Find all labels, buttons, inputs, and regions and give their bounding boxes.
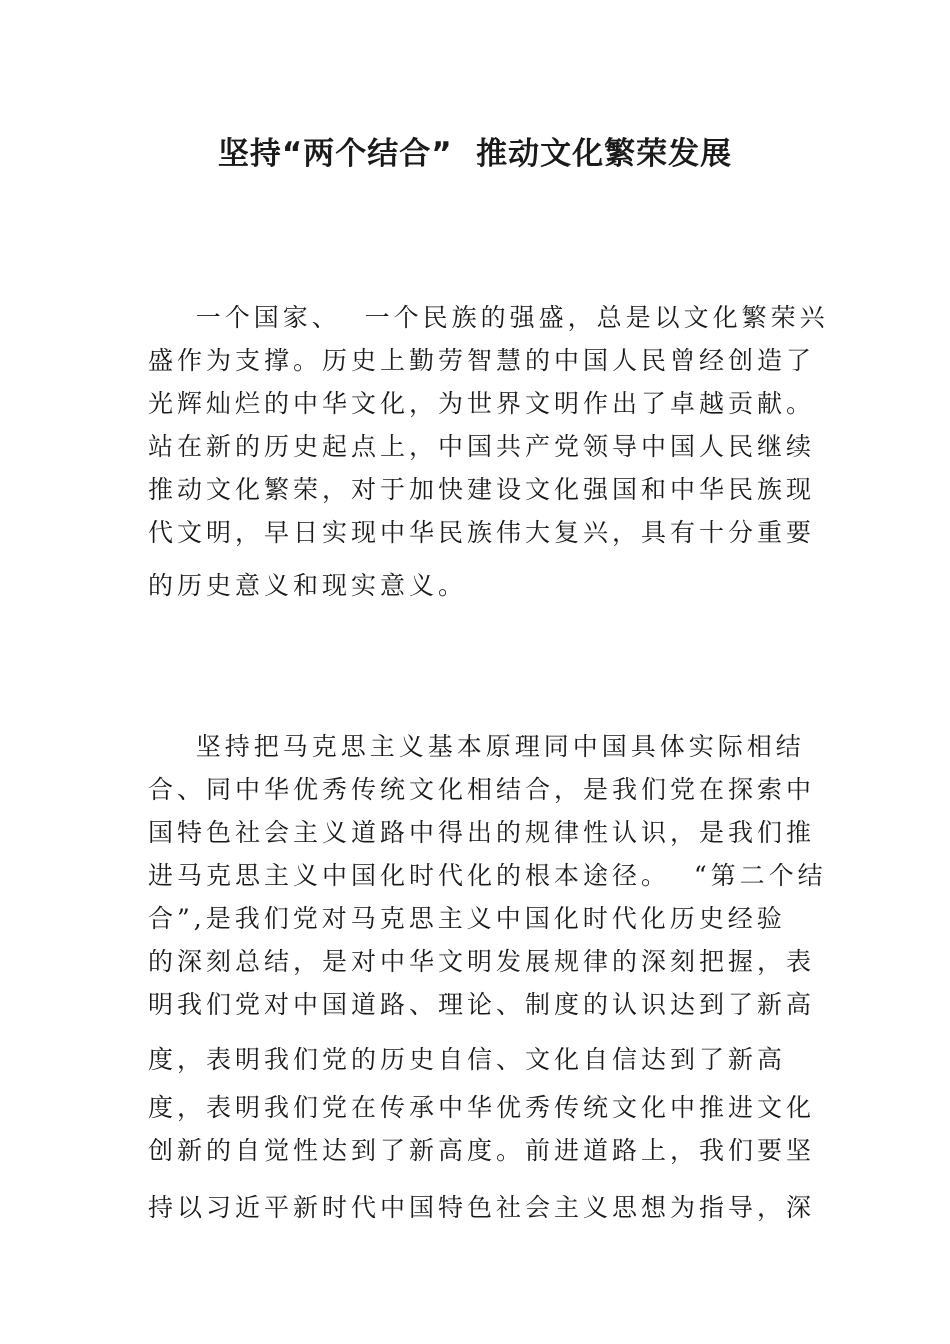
paragraph-line: 光辉灿烂的中华文化，为世界文明作出了卓越贡献。 [148, 389, 816, 418]
paragraph-line: 合”,是我们党对马克思主义中国化时代化历史经验 [148, 904, 786, 933]
paragraph-line: 代文明，早日实现中华民族伟大复兴，具有十分重要 [148, 518, 816, 547]
paragraph-line: 的历史意义和现实意义。 [148, 571, 468, 600]
paragraph-line: 一个国家、 一个民族的强盛，总是以文化繁荣兴 [148, 303, 829, 332]
paragraph-line: 国特色社会主义道路中得出的规律性认识，是我们推 [148, 818, 816, 847]
paragraph-line: 站在新的历史起点上，中国共产党领导中国人民继续 [148, 432, 816, 461]
paragraph-line: 坚持把马克思主义基本原理同中国具体实际相结 [148, 732, 805, 761]
paragraph-line: 的深刻总结，是对中华文明发展规律的深刻把握，表 [148, 947, 816, 976]
paragraph-line: 明我们党对中国道路、理论、制度的认识达到了新高 [148, 990, 816, 1019]
paragraph-line: 度，表明我们党在传承中华优秀传统文化中推进文化 [148, 1093, 816, 1122]
paragraph-line: 度，表明我们党的历史自信、文化自信达到了新高 [148, 1045, 787, 1074]
paragraph-line: 合、同中华优秀传统文化相结合，是我们党在探索中 [148, 775, 816, 804]
paragraph-line: 创新的自觉性达到了新高度。前进道路上，我们要坚 [148, 1136, 816, 1165]
paragraph-line: 持以习近平新时代中国特色社会主义思想为指导，深 [148, 1193, 816, 1222]
paragraph-line: 推动文化繁荣，对于加快建设文化强国和中华民族现 [148, 475, 816, 504]
document-title: 坚持“两个结合” 推动文化繁荣发展 [217, 136, 733, 172]
paragraph-line: 进马克思主义中国化时代化的根本途径。 “第二个结 [148, 861, 827, 890]
paragraph-line: 盛作为支撑。历史上勤劳智慧的中国人民曾经创造了 [148, 346, 816, 375]
